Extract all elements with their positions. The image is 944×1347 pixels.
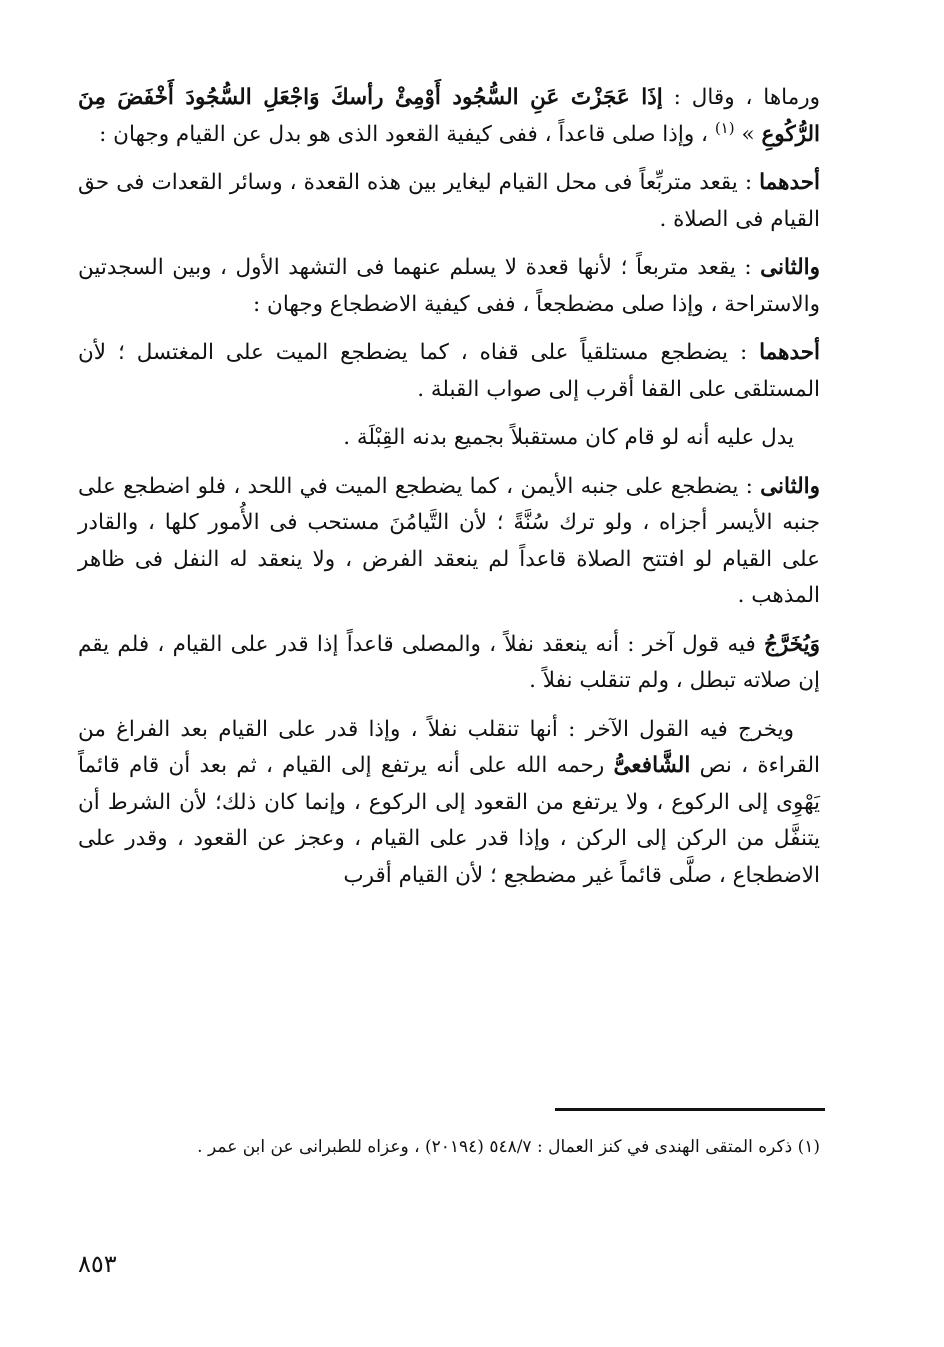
paragraph-6-text: : يضطجع على جنبه الأيمن ، كما يضطجع الميت في اللحد ، فلو اضطجع على جنبه الأيسر أجزاه ، ولو ترك سُنَّةً ؛ لأن التَّيامُنَ مستحب فى الأُمور كلها ، والقادر على القيام لو افتتح الصلاة قاعداً لم ينعقد الفرض ، ولا ينعقد له النفل فى ظاهر المذهب . [78, 473, 820, 608]
shafii-name: الشَّافعىُّ [613, 753, 691, 778]
footnote-ref[interactable]: (١) [714, 118, 735, 137]
paragraph-2-text: : يقعد متربِّعاً فى محل القيام ليغاير بين هذه القعدة ، وسائر القعدات فى حق القيام فى الصلاة . [78, 170, 820, 232]
paragraph-7-lead: وَيُخَرَّجُ [764, 631, 820, 657]
paragraph-6-lead: والثانى [760, 473, 820, 499]
footnote [78, 1132, 820, 1162]
paragraph-1 [78, 80, 820, 153]
paragraph-6 [78, 469, 820, 615]
main-text [78, 80, 820, 906]
footnote-text: (١) ذكره المتقى الهندى في كنز العمال : ٥٤٨/٧ (٢٠١٩٤) ، وعزاه للطبرانى عن ابن عمر . [197, 1137, 820, 1157]
paragraph-5-text: يدل عليه أنه لو قام كان مستقبلاً بجميع بدنه القِبْلَة . [343, 425, 794, 450]
paragraph-7-text: فيه قول آخر : أنه ينعقد نفلاً ، والمصلى قاعداً إذا قدر على القيام ، فلم يقم إن صلاته تبطل ، ولم تنقلب نفلاً . [78, 631, 820, 693]
paragraph-5 [78, 420, 820, 457]
paragraph-1-rest: ، وإذا صلى قاعداً ، ففى كيفية القعود الذى هو بدل عن القيام وجهان : [99, 121, 715, 147]
paragraph-8 [78, 712, 820, 895]
footnote-divider [555, 1108, 825, 1111]
paragraph-4-text: : يضطجع مستلقياً على قفاه ، كما يضطجع الميت على المغتسل ؛ لأن المستلقى على القفا أقرب إلى صواب القبلة . [78, 340, 820, 402]
page-number: ٨٥٣ [78, 1250, 117, 1278]
paragraph-4-lead: أحدهما [759, 340, 820, 365]
paragraph-8-text-a: ويخرج فيه القول الآخر : أنها تنقلب نفلاً ، وإذا قدر على القيام بعد الفراغ من القراءة ، نص [78, 716, 820, 778]
paragraph-4 [78, 335, 820, 408]
paragraph-7 [78, 627, 820, 700]
paragraph-3 [78, 250, 820, 323]
paragraph-3-lead: والثانى [760, 255, 820, 280]
quote-close: » [741, 121, 762, 147]
hadith-quote: إذَا عَجَزْتَ عَنِ السُّجُود أَوْمِئْ رأسكَ وَاجْعَلِ السُّجُودَ أَخْفَضَ مِنَ الرُّكُوعِ [78, 85, 820, 147]
paragraph-8-text-b: رحمه الله على أنه يرتفع إلى القيام ، ثم بعد أن قام قائماً يَهْوِى إلى الركوع ، ولا يرتفع من القعود إلى الركوع ، وإنما كان ذلك؛ لأن الشرط أن يتنفَّل من الركن إلى الركن ، وإذا قدر على القيام ، وعجز عن القعود ، وقدر على الاضطجاع ، صلَّى قائماً غير مضطجع ؛ لأن القيام أقرب [78, 753, 820, 888]
intro-text: ورماها ، وقال : [662, 85, 820, 110]
paragraph-2 [78, 165, 820, 238]
paragraph-3-text: : يقعد متربعاً ؛ لأنها قعدة لا يسلم عنهما فى التشهد الأول ، وبين السجدتين والاستراحة ، وإذا صلى مضطجعاً ، ففى كيفية الاضطجاع وجهان : [78, 255, 820, 317]
paragraph-2-lead: أحدهما [759, 170, 820, 195]
